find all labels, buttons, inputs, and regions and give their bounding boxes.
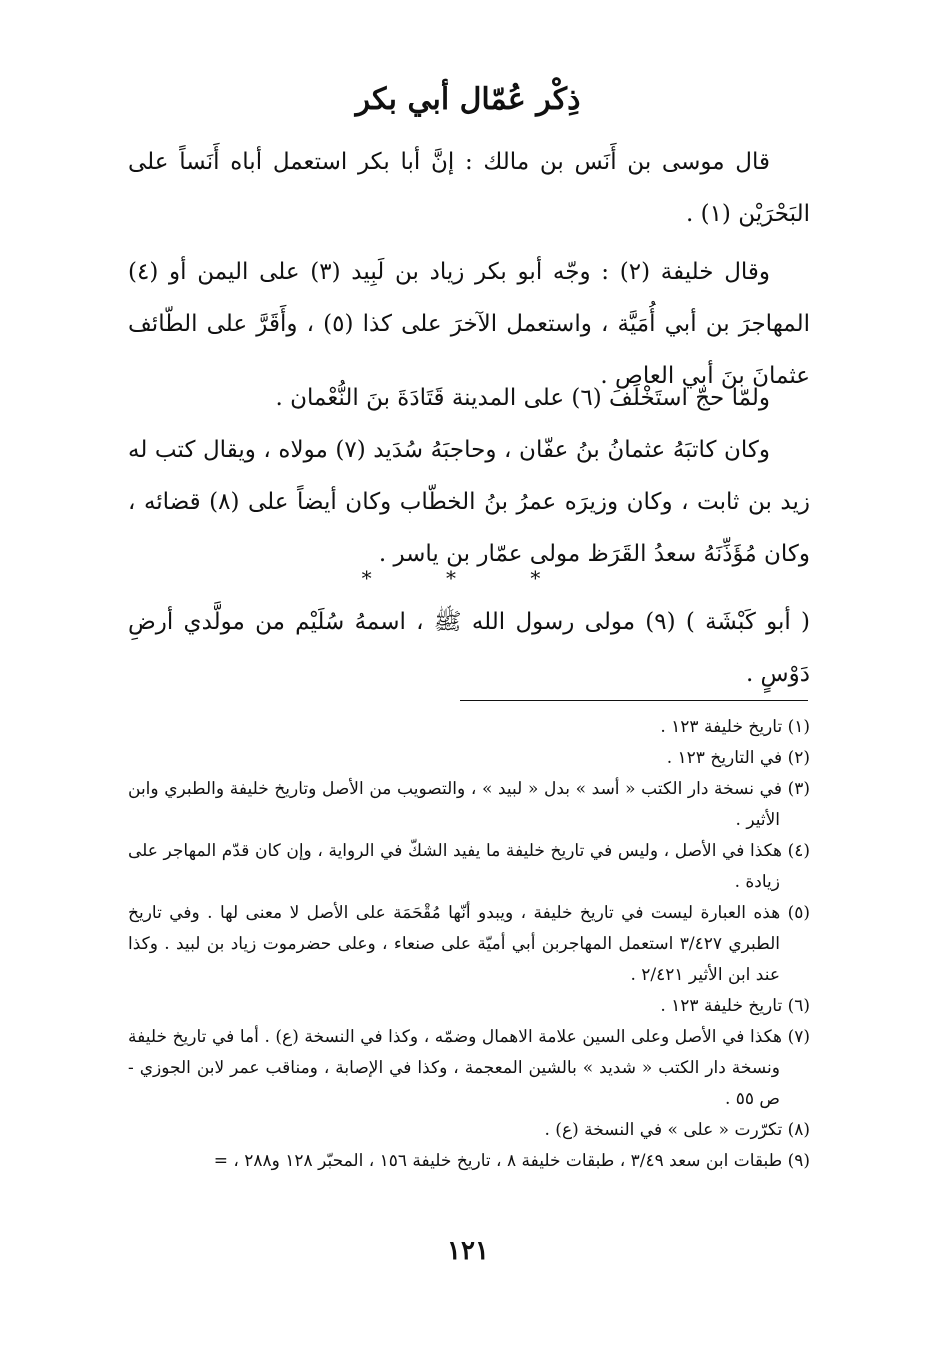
footnotes	[128, 712, 810, 1177]
footnote-9: (٩) طبقات ابن سعد ٣/٤٩ ، طبقات خليفة ٨ ، تاريخ خليفة ١٥٦ ، المحبّر ١٢٨ و٢٨٨ ، =	[213, 1151, 810, 1171]
footnote-2: (٢) في التاريخ ١٢٣ .	[666, 748, 810, 768]
paragraph-2: وقال خليفة (٢) : وجّه أبو بكر زياد بن لَبِيد (٣) على اليمن أو (٤) المهاجرَ بن أبي أُمَيَّة ، واستعمل الآخرَ على كذا (٥) ، وأَقَرَّ على الطّائف عثمانَ بنَ أبي العاص .	[128, 259, 810, 389]
paragraph-4: وكان كاتبَهُ عثمانُ بنُ عفّان ، وحاجبَهُ سُدَيد (٧) مولاه ، ويقال كتب له زيد بن ثابت ، وكان وزيرَه عمرُ بنُ الخطّاب وكان أيضاً على (٨) قضائه ، وكان مُؤَذِّنَهُ سعدُ القَرَظ مولى عمّار بن ياسر .	[128, 437, 810, 567]
paragraph-1: قال موسى بن أَنَس بن مالك : إنَّ أبا بكر استعمل أباه أَنَساً على البَحْرَيْن (١) .	[128, 149, 810, 227]
paragraph-3: ولمّا حجّ استَخْلَفَ (٦) على المدينة قَتَادَةَ بنَ النُّعْمان .	[275, 385, 770, 411]
paragraph-group-2	[128, 372, 810, 580]
footnote-3: (٣) في نسخة دار الكتب « أسد » بدل « لبيد » ، والتصويب من الأصل وتاريخ خليفة والطبري وابن الأثير .	[128, 779, 810, 830]
footnote-6: (٦) تاريخ خليفة ١٢٣ .	[660, 996, 810, 1016]
footnote-7: (٧) هكذا في الأصل وعلى السين علامة الاهمال وضمّه ، وكذا في النسخة (ع) . أما في تاريخ خليفة ونسخة دار الكتب « شديد » بالشين المعجمة ، وكذا في الإصابة ، ومناقب عمر لابن الجوزي - ص ٥٥ .	[128, 1027, 810, 1109]
page-number: ١٢١	[447, 1236, 489, 1266]
paragraph-5: ( أبو كَبْشَة ) (٩) مولى رسول الله ﷺ ، اسمهُ سُلَيْم من مولَّدي أرضِ دَوْسٍ .	[128, 609, 810, 687]
footnote-divider	[460, 700, 808, 701]
footnote-4: (٤) هكذا في الأصل ، وليس في تاريخ خليفة ما يفيد الشكّ في الرواية ، وإن كان قدّم المهاجر على زيادة .	[128, 841, 810, 892]
footnote-5: (٥) هذه العبارة ليست في تاريخ خليفة ، ويبدو أنّها مُقْحَمَة على الأصل لا معنى لها . وفي تاريخ الطبري ٣/٤٢٧ استعمل المهاجربن أبي أميّة على صنعاء ، وعلى حضرموت زياد بن لبيد . وكذا عند ابن الأثير ٢/٤٢١ .	[128, 903, 810, 985]
section-separator: * * *	[361, 566, 575, 590]
footnote-8: (٨) تكرّرت « على » في النسخة (ع) .	[544, 1120, 810, 1140]
section-title: ذِكْر عُمّال أبي بكر	[355, 82, 581, 117]
footnote-1: (١) تاريخ خليفة ١٢٣ .	[660, 717, 810, 737]
paragraph-group-3	[128, 596, 810, 700]
paragraph-group-1	[128, 136, 810, 402]
